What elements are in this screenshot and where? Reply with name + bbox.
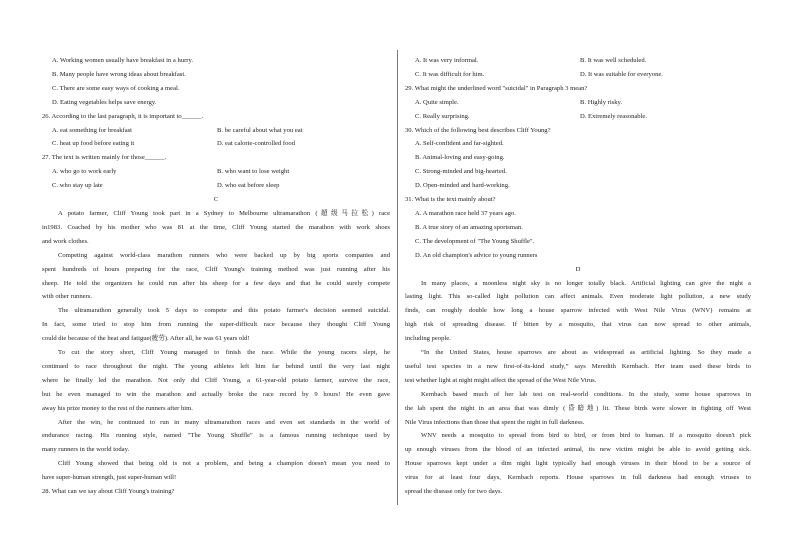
text-line: After the win, he continued to run in many ultramarathon races and even set standards in the world of: [58, 418, 390, 426]
text-line: could die because of the heat and fatigue(疲劳). After all, he was 61 years old!: [42, 335, 250, 343]
option-row: [405, 68, 751, 82]
option: C. Really surprising.: [415, 112, 470, 120]
left-column: [42, 54, 390, 499]
option: B. A true story of an amazing sportsman.: [415, 223, 523, 231]
text-line: the lab spent the night in an area that was dimly (昏暗地) lit. These birds were slower in fighting off West: [405, 404, 751, 412]
text-line: but he even managed to win the marathon and actually broke the race record by 9 hours! He even gave: [42, 390, 390, 398]
option-row: [42, 124, 390, 138]
text-line: spent hundreds of hours preparing for the race, Cliff Young's training method was just running after his: [42, 265, 390, 273]
text-line: continued to race throughout the night. The young athletes left him far behind until the very last night: [42, 362, 390, 370]
paragraph: [42, 249, 390, 305]
option: D. Eating vegetables helps save energy.: [52, 98, 157, 106]
text-line: virus for at least four days, Kernbach reports. House sparrows in full darkness had enough viruses to: [405, 474, 751, 482]
question-31-stem: 31. What is the text mainly about?: [405, 196, 496, 204]
option-row: [42, 179, 390, 193]
option: B. be careful about what you eat: [217, 126, 303, 134]
option: C. It was difficult for him.: [415, 70, 485, 78]
text-line: sheep. He told the organizers he could run after his sheep for a few days and that he could surely compete: [42, 279, 390, 287]
option: A. A marathon race held 37 years ago.: [415, 209, 516, 217]
paragraph: [405, 388, 751, 430]
section-c-heading: C: [213, 196, 219, 204]
question-28-stem: 28. What can we say about Cliff Young's training?: [42, 488, 175, 496]
text-line: Kernbach based much of her lab test on real-world conditions. In the study, some house sparrows in: [421, 390, 751, 398]
text-line: House sparrows kept under a dim night light typically had enough viruses in their blood to be a source of: [405, 460, 751, 468]
question-26-stem: 26. According to the last paragraph, it is important to______.: [42, 112, 204, 120]
option-row: [405, 96, 751, 110]
option: A. It was very informal.: [415, 57, 479, 64]
passage-c: [42, 207, 390, 485]
option: D. Open-minded and hard-working.: [415, 182, 510, 190]
question-30-stem: 30. Which of the following best describes Cliff Young?: [405, 126, 551, 134]
paragraph: [42, 346, 390, 416]
text-line: with other runners.: [42, 293, 92, 301]
section-d-heading: D: [575, 265, 581, 273]
text-line: The ultramarathon generally took 5 days to compete and this potato farmer's decision seemed suicidal.: [58, 307, 390, 315]
option: D. An old champion's advice to young runners: [415, 251, 538, 259]
text-line: endurance racing. His running style, named "The Young Shuffle" is a famous running technique used by: [42, 432, 390, 440]
option-row: [405, 54, 751, 68]
text-line: spread the disease only for two days.: [405, 488, 503, 496]
question-27-stem: 27. The text is written mainly for those______.: [42, 154, 167, 162]
paragraph: [405, 277, 751, 347]
text-line: lasting light. This so-called light pollution can affect animals. Even moderate light pollution, a new study: [405, 293, 751, 301]
option: B. who want to lose weight: [217, 168, 290, 176]
text-line: Nile Virus infections than those that spent the night in full darkness.: [405, 418, 585, 426]
option-row: [42, 137, 390, 151]
option: B. Many people have wrong ideas about breakfast.: [52, 70, 186, 78]
option: C. heat up food before eating it: [52, 140, 135, 148]
paragraph: [42, 416, 390, 458]
text-line: including people.: [405, 335, 451, 343]
text-line: Competing against world-class marathon runners who were backed up by big sports companies and: [58, 251, 390, 259]
option: C. The development of "The Young Shuffle".: [415, 237, 535, 245]
option: B. Highly risky.: [580, 98, 623, 106]
passage-d: [405, 277, 751, 500]
text-line: “In the United States, house sparrows are about as widespread as artificial lighting. So they made a: [421, 349, 751, 357]
option-row: [42, 165, 390, 179]
question-29-stem: 29. What might the underlined word "suicidal" in Paragraph 3 mean?: [405, 84, 588, 92]
text-line: where he finally led the marathon. Not only did Cliff Young, a 61-year-old potato farmer, survive the race,: [42, 376, 390, 384]
option-row: [405, 110, 751, 124]
option: D. It was suitable for everyone.: [580, 70, 663, 78]
text-line: test whether light at night might affect the spread of the West Nile Virus.: [405, 376, 597, 384]
option: A. Quite simple.: [415, 98, 459, 106]
option: D. Extremely reasonable.: [580, 112, 648, 120]
text-line: To cut the story short, Cliff Young managed to finish the race. While the young racers slept, he: [58, 349, 390, 357]
text-line: have super-human strength, just super-human will!: [42, 474, 177, 482]
option: D. who eat before sleep: [217, 182, 280, 190]
text-line: in1983. Coached by his mother who was 81 at the time, Cliff Young started the marathon with work shoes: [42, 223, 390, 231]
paragraph: [42, 207, 390, 249]
option: C. There are some easy ways of cooking a meal.: [52, 84, 180, 92]
option: D. eat calorie-controlled food: [217, 140, 295, 148]
text-line: and work clothes.: [42, 237, 89, 245]
text-line: many runners in the world today.: [42, 446, 130, 454]
text-line: WNV needs a mosquito to spread from bird to bird, or from bird to human. If a mosquito doesn't pick: [421, 432, 751, 440]
text-line: useful test species in a new first-of-its-kind study,” says Meredith Kernbach. Her team used these birds to: [405, 362, 751, 370]
text-line: In many places, a moonless night sky is no longer totally black. Artificial lighting can give the night a: [421, 279, 751, 287]
option: C. who stay up late: [52, 182, 103, 190]
paragraph: [405, 429, 751, 499]
option: B. It was well scheduled.: [580, 57, 647, 64]
option: A. eat something for breakfast: [52, 126, 133, 134]
text-line: Cliff Young showed that being old is not a problem, and being a champion doesn't mean you need to: [58, 460, 390, 468]
option: A. Working women usually have breakfast in a hurry.: [52, 57, 194, 64]
column-divider: [397, 50, 398, 505]
option: A. who go to work early: [52, 168, 117, 176]
right-column: [405, 54, 751, 499]
text-line: A potato farmer, Cliff Young took part in a Sydney to Melbourne ultramarathon (超级马拉松) race: [58, 209, 390, 217]
text-line: finds, can roughly double how long a house sparrow infected with West Nile Virus (WNV) remains at: [405, 307, 751, 315]
text-line: In fact, some tried to stop him from running the super-difficult race because they thought Cliff Young: [42, 321, 390, 329]
text-line: high risk of spreading disease. If bitten by a mosquito, that virus can now spread to other animals,: [405, 321, 751, 329]
option: B. Animal-loving and easy-going.: [415, 154, 505, 162]
paragraph: [42, 304, 390, 346]
paragraph: [405, 346, 751, 388]
option: C. Strong-minded and big-hearted.: [415, 168, 507, 176]
text-line: away his prize money to the rest of the runners after him.: [42, 404, 193, 412]
text-line: up enough viruses from the blood of an infected animal, its new victim might be able to avoid getting sick.: [405, 446, 751, 454]
paragraph: [42, 457, 390, 485]
option: A. Self-confident and far-sighted.: [415, 140, 504, 148]
